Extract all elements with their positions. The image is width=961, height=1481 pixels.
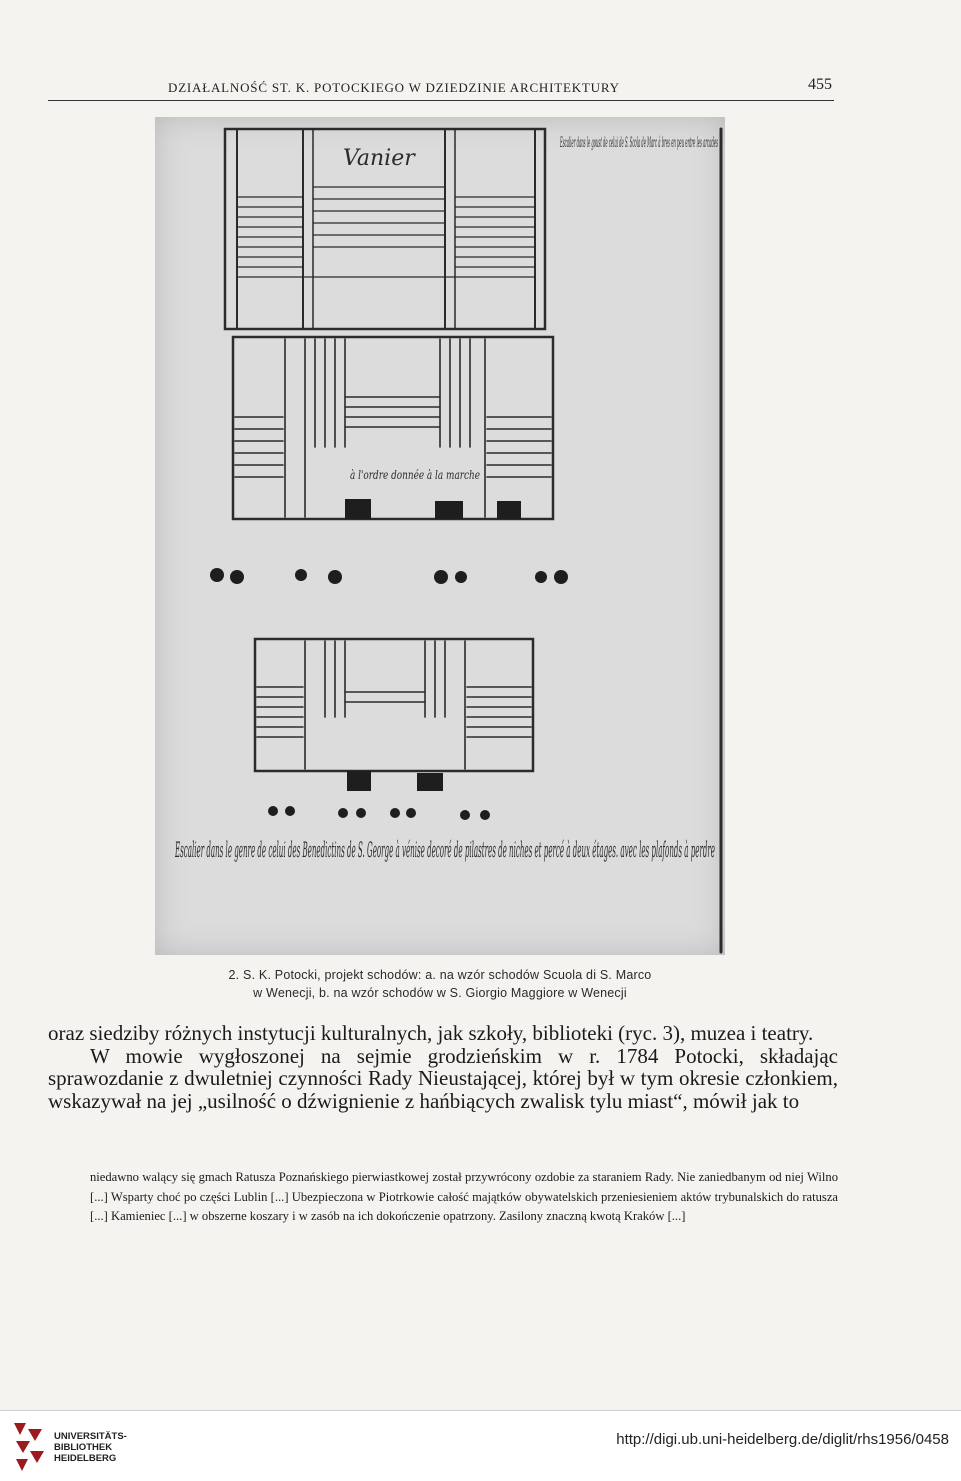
staircase-sketch-figure xyxy=(155,117,725,955)
body-paragraph-1: oraz siedziby różnych instytucji kulturalnych, jak szkoły, biblioteki (ryc. 3), muzea i teatry. xyxy=(48,1021,814,1045)
body-paragraph-2: W mowie wygłoszonej na sejmie grodzieńskim w r. 1784 Potocki, składając sprawozdanie z dwuletniej czynności Rady Nieustającej, której był w tym okresie członkiem, wskazywał na jej „usilność o dźwignienie z hańbiących zwalisk tylu miast“, mówił jak to xyxy=(48,1043,838,1113)
page-number: 455 xyxy=(808,76,832,93)
sketch-note-a: Escalier dans le goust de celui de S. Scola de Marc à bres en peu entre les arcades xyxy=(559,135,718,151)
logo-line-2: BIBLIOTHEK xyxy=(54,1442,113,1453)
sketch-label-vanier: Vanier xyxy=(343,146,415,171)
staircase-sketch-drawing xyxy=(155,117,725,955)
quotation-text: niedawno walący się gmach Ratusza Poznańskiego pierwiastkowej został przywrócony ozdobie za staraniem Rady. Nie zaniedbanym od niej Wilno [...] Wsparty choć po części Lublin [...] Ubezpieczona w Piotrkowie całość majątków obywatelskich przeniesieniem aktów trybunalskich do ratusza [...] Kamieniec [...] w obszerne koszary i w zasób na ich dokończenie opatrzony. Zasilony znaczną kwotą Kraków [...] xyxy=(90,1170,838,1223)
caption-line-2: w Wenecji, b. na wzór schodów w S. Giorgio Maggiore w Wenecji xyxy=(253,986,627,1000)
library-logo-text xyxy=(54,1431,127,1464)
caption-line-1: 2. S. K. Potocki, projekt schodów: a. na wzór schodów Scuola di S. Marco xyxy=(228,968,652,982)
body-text xyxy=(48,1022,838,1112)
logo-line-1: UNIVERSITÄTS- xyxy=(54,1431,127,1442)
quotation-block xyxy=(90,1168,838,1227)
logo-line-3: HEIDELBERG xyxy=(54,1453,117,1464)
sketch-note-b: Escalier dans le genre de celui des Benedictins de S. George à vénise decoré de pilastres de niches et percé à deux étages. avec les plafonds à perdre xyxy=(174,838,715,862)
running-title: DZIAŁALNOŚĆ ST. K. POTOCKIEGO W DZIEDZINIE ARCHITEKTURY xyxy=(168,80,620,95)
sketch-note-middle: à l'ordre donnée à la marche xyxy=(350,468,480,482)
university-library-logo-icon xyxy=(12,1419,46,1475)
figure-caption xyxy=(140,966,740,1002)
library-footer xyxy=(0,1410,961,1481)
source-url-link[interactable]: http://digi.ub.uni-heidelberg.de/diglit/rhs1956/0458 xyxy=(616,1431,949,1448)
running-header xyxy=(48,76,834,101)
